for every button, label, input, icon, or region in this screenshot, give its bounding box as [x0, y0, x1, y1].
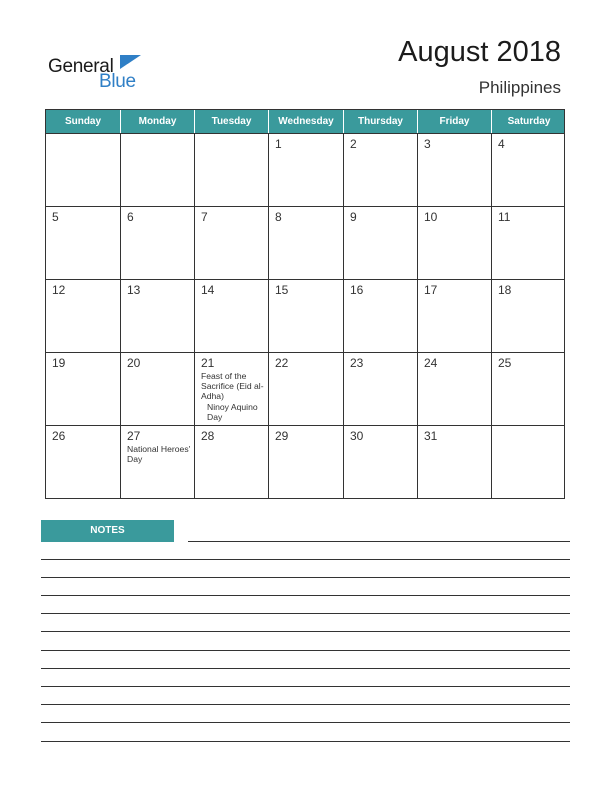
holiday-label: Ninoy Aquino Day [207, 402, 258, 422]
day-number: 9 [350, 210, 357, 224]
day-cell [46, 353, 121, 425]
day-number: 1 [275, 137, 282, 151]
day-cell [121, 426, 195, 498]
notes-line [41, 559, 570, 560]
logo-flag-icon [120, 55, 141, 69]
notes-line [41, 631, 570, 632]
weekday-wednesday: Wednesday [269, 110, 344, 133]
day-number: 7 [201, 210, 208, 224]
week-row [46, 279, 564, 352]
notes-line [41, 613, 570, 614]
notes-line [41, 577, 570, 578]
day-cell [121, 134, 195, 206]
holiday-label: Feast of the Sacrifice (Eid al-Adha) [201, 371, 264, 401]
day-number: 30 [350, 429, 364, 443]
day-number: 5 [52, 210, 59, 224]
day-cell [195, 134, 269, 206]
weekday-tuesday: Tuesday [195, 110, 269, 133]
week-row [46, 133, 564, 206]
weekday-saturday: Saturday [507, 116, 551, 127]
day-cell [269, 280, 344, 352]
notes-line [41, 704, 570, 705]
day-number: 18 [498, 283, 512, 297]
day-number: 13 [127, 283, 141, 297]
notes-line [41, 686, 570, 687]
day-number: 20 [127, 356, 141, 370]
day-cell [46, 207, 121, 279]
day-cell [492, 207, 566, 279]
day-number: 6 [127, 210, 134, 224]
day-cell [121, 353, 195, 425]
day-number: 27 [127, 429, 141, 443]
day-number: 16 [350, 283, 364, 297]
day-cell [195, 426, 269, 498]
notes-line [41, 741, 570, 742]
holiday-label: National Heroes' Day [127, 444, 191, 464]
day-number: 17 [424, 283, 438, 297]
day-cell [418, 426, 492, 498]
day-cell [195, 280, 269, 352]
week-row [46, 352, 564, 425]
calendar-grid [45, 109, 565, 499]
day-cell [418, 353, 492, 425]
weekday-friday: Friday [418, 110, 492, 133]
day-cell [418, 280, 492, 352]
week-row [46, 425, 564, 498]
day-cell [46, 134, 121, 206]
day-cell [344, 426, 418, 498]
day-cell [492, 426, 566, 498]
day-cell [195, 353, 269, 425]
weekday-monday: Monday [121, 110, 195, 133]
logo-general-text: General [48, 56, 114, 77]
day-number: 19 [52, 356, 66, 370]
day-number: 24 [424, 356, 438, 370]
day-cell [418, 207, 492, 279]
day-cell [195, 207, 269, 279]
day-number: 26 [52, 429, 66, 443]
weekday-thursday: Thursday [344, 110, 418, 133]
day-number: 14 [201, 283, 215, 297]
day-cell [492, 134, 566, 206]
day-number: 2 [350, 137, 357, 151]
notes-line [188, 541, 570, 542]
notes-line [41, 668, 570, 669]
day-number: 8 [275, 210, 282, 224]
day-number: 31 [424, 429, 438, 443]
day-cell [344, 134, 418, 206]
day-number: 28 [201, 429, 215, 443]
day-cell [344, 207, 418, 279]
notes-header: NOTES [41, 520, 174, 542]
day-cell [418, 134, 492, 206]
day-number: 11 [498, 210, 511, 224]
day-cell [492, 353, 566, 425]
day-cell [269, 207, 344, 279]
logo-blue-text: Blue [99, 71, 136, 92]
notes-line [41, 595, 570, 596]
page-title: August 2018 [398, 36, 561, 68]
day-number: 29 [275, 429, 289, 443]
day-number: 4 [498, 137, 505, 151]
day-cell [269, 134, 344, 206]
week-row [46, 206, 564, 279]
day-cell [344, 353, 418, 425]
day-cell [269, 353, 344, 425]
weekday-sunday: Sunday [46, 110, 121, 133]
day-cell [269, 426, 344, 498]
day-cell [46, 426, 121, 498]
day-cell [344, 280, 418, 352]
day-number: 12 [52, 283, 66, 297]
day-number: 21 [201, 356, 215, 370]
weekday-header-row [46, 110, 564, 133]
day-number: 22 [275, 356, 289, 370]
notes-line [41, 722, 570, 723]
day-number: 25 [498, 356, 512, 370]
day-cell [46, 280, 121, 352]
day-number: 10 [424, 210, 438, 224]
day-number: 23 [350, 356, 364, 370]
day-number: 15 [275, 283, 289, 297]
day-number: 3 [424, 137, 431, 151]
notes-line [41, 650, 570, 651]
country-subtitle: Philippines [478, 78, 561, 97]
generalblue-logo [48, 52, 158, 92]
day-cell [121, 280, 195, 352]
day-cell [492, 280, 566, 352]
day-cell [121, 207, 195, 279]
